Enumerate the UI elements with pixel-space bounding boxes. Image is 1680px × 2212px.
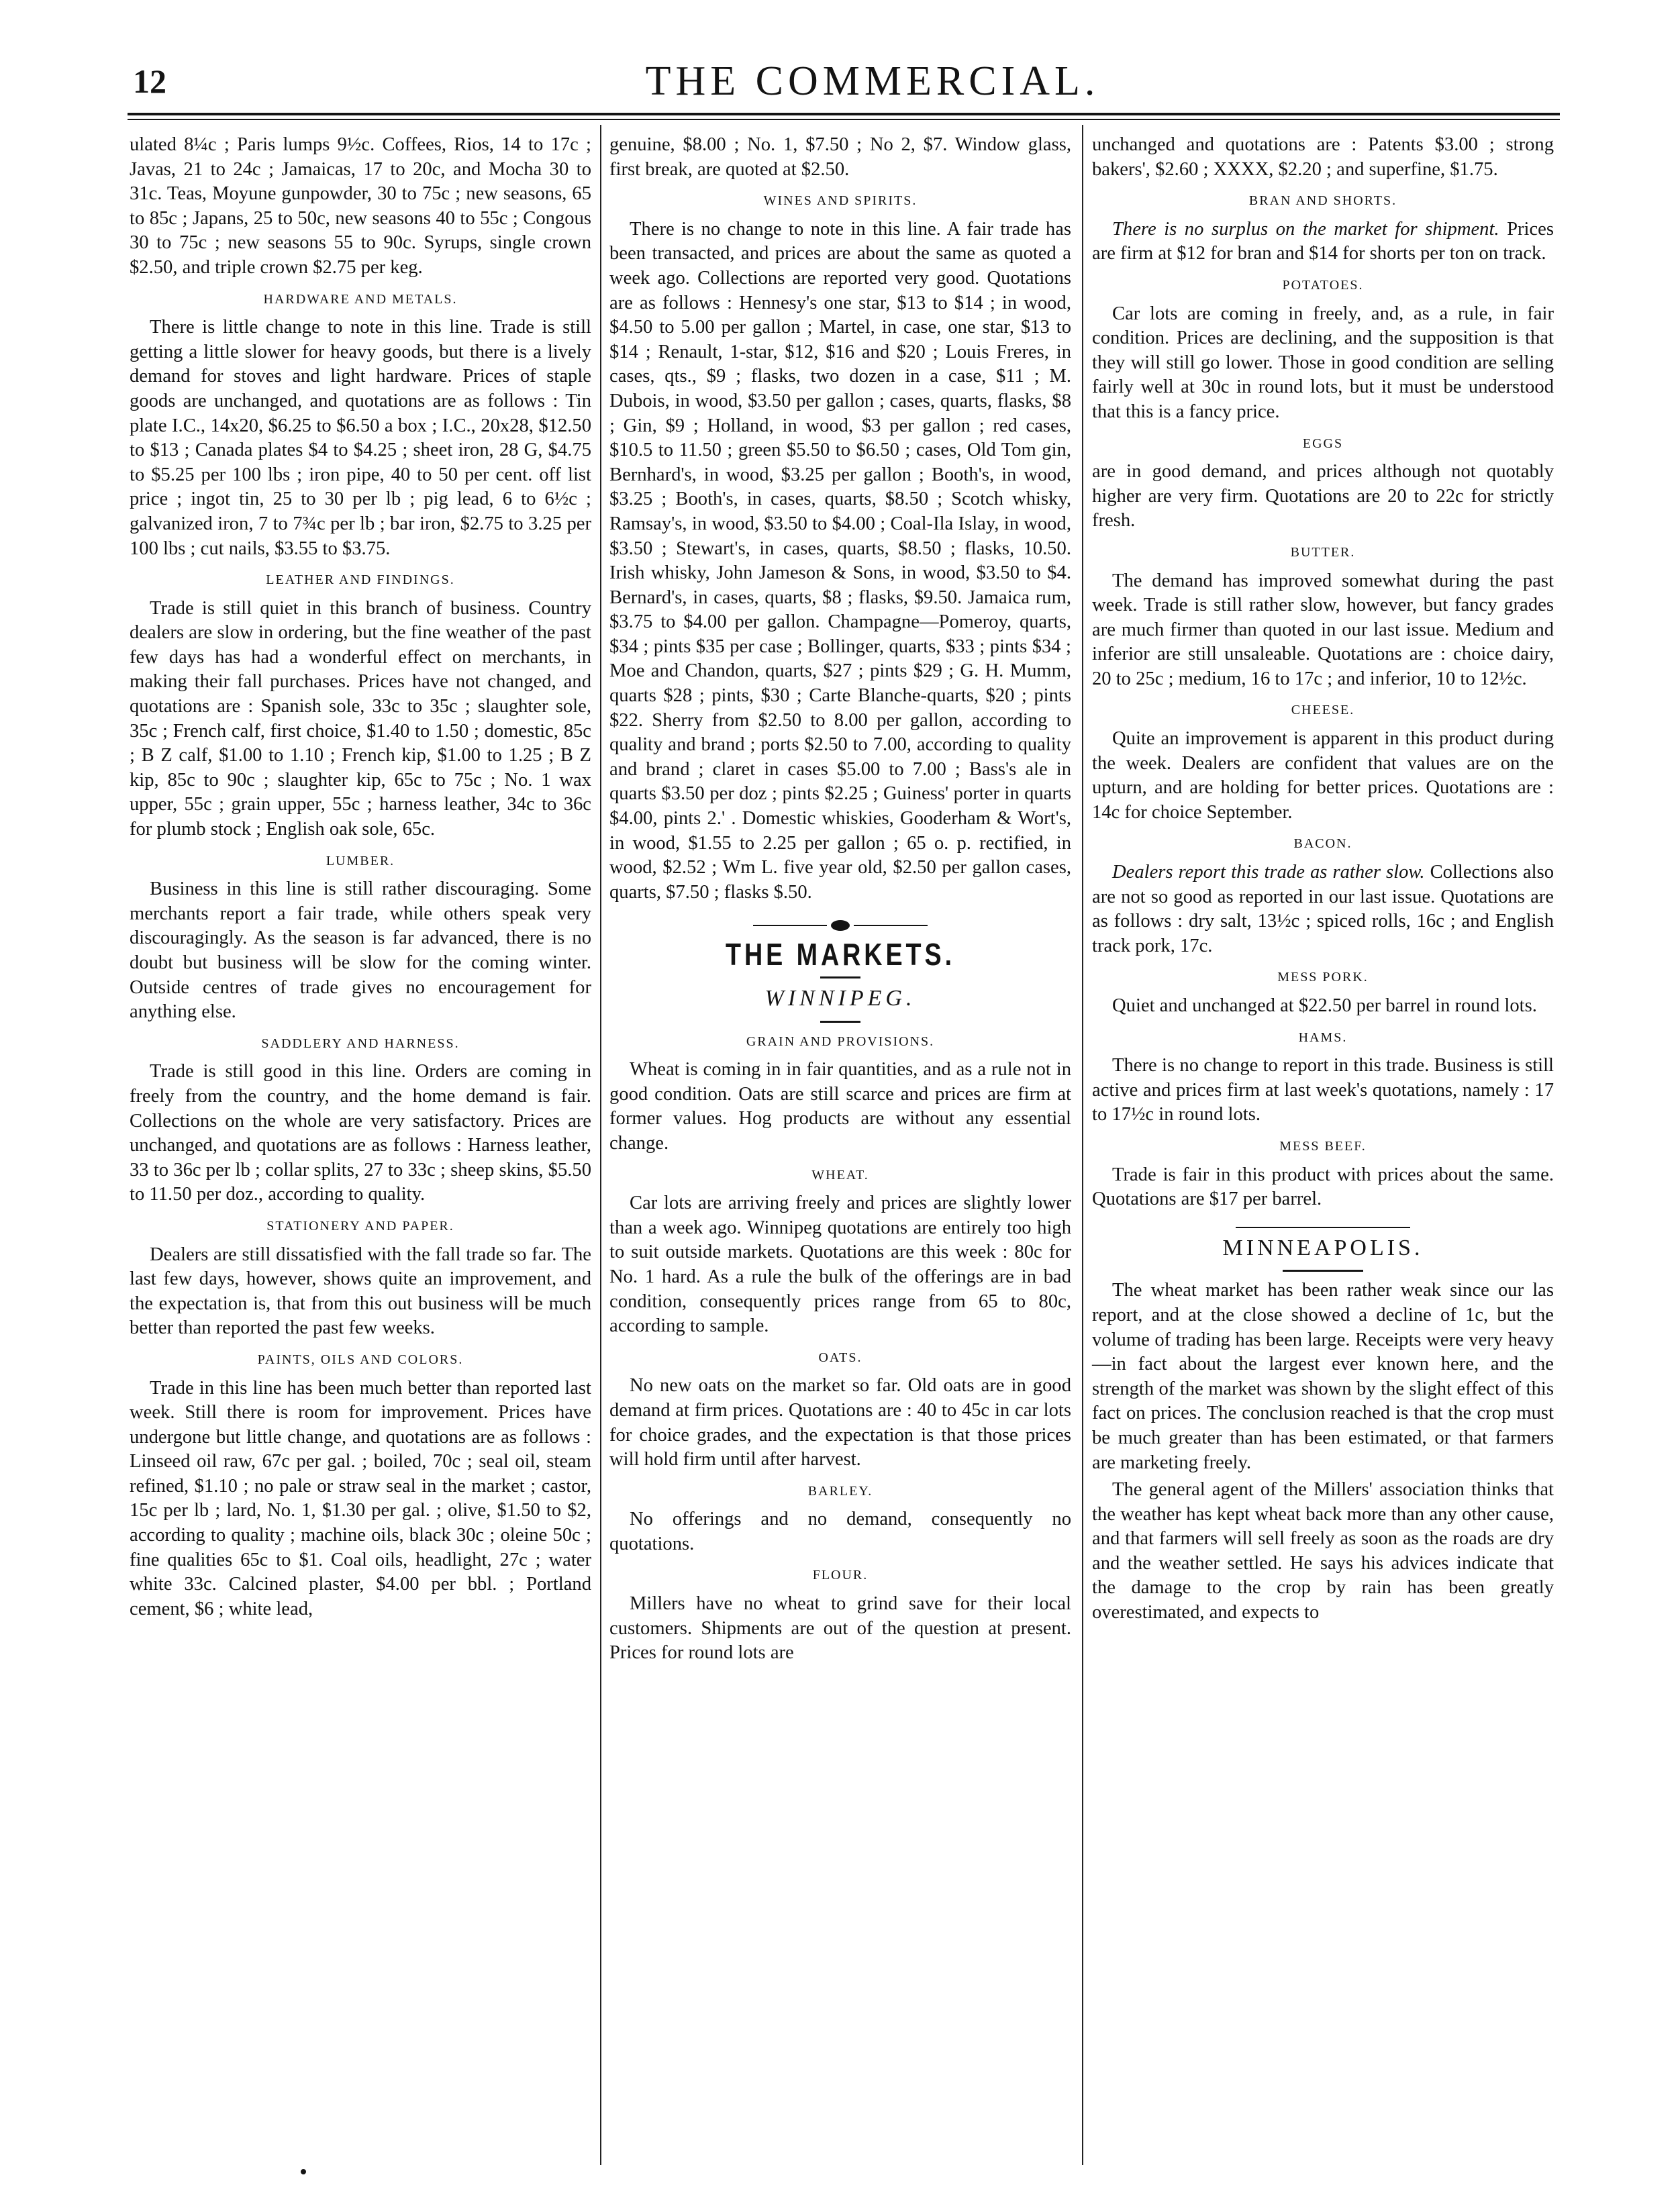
markets-heading: THE MARKETS.	[726, 937, 955, 972]
paragraph-bran	[1092, 217, 1554, 266]
section-heading-stationery: STATIONERY AND PAPER.	[266, 1218, 454, 1234]
short-rule	[1283, 1270, 1363, 1272]
section-heading-bran: BRAN AND SHORTS.	[1248, 193, 1397, 209]
paragraph-butter: The demand has improved somewhat during the past week. Trade is still rather slow, however, but fancy grades are much firmer than quoted in our last issue. Medium and inferior are still unsaleable. Quotations are : choice dairy, 20 to 25c ; medium, 16 to 17c ; and inferior, 10 to 12½c.	[1092, 570, 1554, 689]
section-heading-saddlery: SADDLERY AND HARNESS.	[261, 1036, 460, 1051]
paragraph-stationery: Dealers are still dissatisfied with the fall trade so far. The last few days, however, shows quite an improvement, and the expectation is, that from this out business will be much better than reported the past few weeks.	[130, 1244, 591, 1339]
short-rule	[820, 1021, 860, 1023]
section-heading-leather: LEATHER AND FINDINGS.	[266, 572, 455, 588]
section-heading-mess-beef: MESS BEEF.	[1279, 1138, 1367, 1154]
section-heading-grain: GRAIN AND PROVISIONS.	[746, 1034, 935, 1049]
paragraph-cheese: Quite an improvement is apparent in this product during the week. Dealers are confident that values are on the upturn, and are holding for better prices. Quotations are : 14c for choice September.	[1092, 728, 1554, 823]
paragraph-paints-continued: genuine, $8.00 ; No. 1, $7.50 ; No 2, $7. Window glass, first break, are quoted at $2.50.	[609, 134, 1071, 180]
paragraph-leather: Trade is still quiet in this branch of business. Country dealers are slow in ordering, but the fine weather of the past few days has had a wonderful effect on merchants, in making their fall purchases. Prices have not changed, and quotations are : Spanish sole, 33c to 35c ; slaughter sole, 35c ; French calf, first choice, $1.40 to 1.50 ; domestic, 85c ; B Z calf, $1.00 to 1.10 ; French kip, $1.00 to 1.25 ; B Z kip, 85c to 90c ; slaughter kip, 65c to 75c ; No. 1 wax upper, 55c ; grain upper, 55c ; harness leather, 34c to 36c for plumb stock ; English oak sole, 65c.	[130, 597, 591, 840]
section-heading-eggs: EGGS	[1302, 436, 1344, 451]
paragraph-bacon	[1092, 860, 1554, 958]
paragraph-bran-rest: Prices are firm at $12 for bran and $14 for shorts per ton on track.	[1092, 218, 1554, 264]
column-left	[130, 133, 591, 1624]
paragraph-minneapolis-1: The wheat market has been rather weak since our las report, and at the close showed a decline of 1c, but the volume of trading has been large. Receipts were very heavy—in fact about the largest ever known here, and the strength of the market was shown by the slight effect of this fact on prices. The conclusion reached is that the crop must be much greater than has been estimated, or that farmers are marketing freely.	[1092, 1280, 1554, 1473]
paragraph-paints: Trade in this line has been much better than reported last week. Still there is room for improvement. Prices have undergone but little change, and quotations are as follows : Linseed oil raw, 67c per gal. ; boiled, 70c ; seal oil, steam refined, $1.10 ; no pale or straw seal in the market ; castor, 15c per lb ; lard, No. 1, $1.30 per gal. ; olive, $1.50 to $2, according to quality ; machine oils, black 30c ; oleine 50c ; fine qualities 65c to $1. Coal oils, headlight, 27c ; water white 33c. Calcined plaster, $4.00 per bbl. ; Portland cement, $6 ; white lead,	[130, 1377, 591, 1619]
section-heading-butter: BUTTER.	[1290, 544, 1356, 560]
paragraph-bacon-rest: Collections also are not so good as reported in our last issue. Quotations are as follows : dry salt, 13½c ; spiced rolls, 16c ; and English track pork, 17c.	[1092, 862, 1554, 956]
section-heading-flour: FLOUR.	[812, 1568, 869, 1583]
masthead-rule-thin	[128, 119, 1560, 120]
paragraph-flour-continued: unchanged and quotations are : Patents $3.00 ; strong bakers', $2.60 ; XXXX, $2.20 ; and superfine, $1.75.	[1092, 134, 1554, 180]
section-heading-mess-pork: MESS PORK.	[1277, 970, 1369, 985]
section-heading-hardware: HARDWARE AND METALS.	[263, 291, 458, 307]
short-rule	[820, 976, 860, 978]
ornamental-rule	[753, 919, 928, 932]
paragraph-saddlery: Trade is still good in this line. Orders are coming in freely from the country, and the home demand is fair. Collections on the whole are very satisfactory. Prices are unchanged, and quotations are as follows : Harness leather, 33 to 36c per lb ; collar splits, 27 to 33c ; sheep skins, $5.50 to 11.50 per doz., according to quality.	[130, 1061, 591, 1205]
section-heading-cheese: CHEESE.	[1291, 703, 1355, 718]
paragraph-bacon-italic: Dealers report this trade as rather slow.	[1112, 862, 1425, 883]
section-heading-potatoes: POTATOES.	[1282, 277, 1364, 293]
section-heading-hams: HAMS.	[1298, 1029, 1348, 1045]
paragraph-flour: Millers have no wheat to grind save for their local customers. Shipments are out of the question at present. Prices for round lots are	[609, 1593, 1071, 1664]
paragraph-hardware: There is little change to note in this line. Trade is still getting a little slower for heavy goods, but there is a lively demand for stoves and light hardware. Prices of staple goods are unchanged, and quotations are as follows : Tin plate I.C., 14x20, $6.25 to $6.50 a box ; I.C., 20x28, $12.50 to $13 ; Canada plates $4 to $4.25 ; sheet iron, 28 G, $4.75 to $5.25 per 100 lbs ; iron pipe, 40 to 50 per cent. off list price ; ingot tin, 25 to 30 per lb ; pig lead, 6 to 6½c ; galvanized iron, 7 to 7¾c per lb ; bar iron, $2.75 to 3.25 per 100 lbs ; cut nails, $3.55 to $3.75.	[130, 317, 591, 559]
section-heading-paints: PAINTS, OILS AND COLORS.	[257, 1352, 464, 1367]
paragraph-mess-beef: Trade is fair in this product with prices about the same. Quotations are $17 per barrel.	[1092, 1164, 1554, 1210]
section-rule	[1236, 1227, 1410, 1228]
section-heading-wines: WINES AND SPIRITS.	[763, 193, 918, 209]
column-divider	[600, 125, 601, 2165]
column-middle	[609, 133, 1071, 1668]
section-heading-lumber: LUMBER.	[326, 853, 395, 868]
paragraph-grain: Wheat is coming in in fair quantities, and as a rule not in good condition. Oats are still scarce and prices are firm at former values. Hog products are without any essential change.	[609, 1059, 1071, 1154]
section-heading-wheat: WHEAT.	[811, 1167, 869, 1183]
masthead-rule	[128, 113, 1560, 115]
section-heading-bacon: BACON.	[1293, 836, 1352, 852]
column-right	[1092, 133, 1554, 1628]
section-heading-barley: BARLEY.	[807, 1483, 873, 1499]
paragraph-bran-italic: There is no surplus on the market for shipment.	[1112, 218, 1499, 240]
city-heading-winnipeg: WINNIPEG.	[764, 986, 916, 1011]
masthead-title: THE COMMERCIAL.	[645, 58, 1100, 104]
paragraph-hams: There is no change to report in this trade. Business is still active and prices firm at last week's quotations, namely : 17 to 17½c in round lots.	[1092, 1055, 1554, 1125]
column-divider	[1082, 125, 1083, 2165]
page-number: 12	[133, 62, 166, 100]
section-heading-oats: OATS.	[818, 1350, 862, 1365]
paragraph-mess-pork: Quiet and unchanged at $22.50 per barrel in round lots.	[1112, 995, 1537, 1016]
paragraph-groceries-continued: ulated 8¼c ; Paris lumps 9½c. Coffees, Rios, 14 to 17c ; Javas, 21 to 24c ; Jamaicas, 17 to 20c, and Mocha 30 to 31c. Teas, Moyune gunpowder, 30 to 75c ; new seasons, 65 to 85c ; Japans, 25 to 50c, new seasons 40 to 55c ; Congous 30 to 75c ; new seasons 55 to 90c. Syrups, single crown $2.50, and triple crown $2.75 per keg.	[130, 134, 591, 278]
paragraph-barley: No offerings and no demand, consequently no quotations.	[609, 1509, 1071, 1554]
footer-dot	[301, 2169, 306, 2174]
paragraph-potatoes: Car lots are coming in freely, and, as a rule, in fair condition. Prices are declining, and the supposition is that they will still go lower. Those in good condition are selling fairly well at 30c in round lots, but it must be understood that this is a fancy price.	[1092, 303, 1554, 422]
paragraph-eggs: are in good demand, and prices although not quotably higher are very firm. Quotations are 20 to 22c for strictly fresh.	[1092, 461, 1554, 532]
paragraph-wines: There is no change to note in this line. A fair trade has been transacted, and prices are about the same as quoted a week ago. Collections are reported very good. Quotations are as follows : Hennesy's one star, $13 to $14 ; in wood, $4.50 to 5.00 per gallon ; Martel, in case, one star, $13 to $14 ; Renault, 1-star, $12, $16 and $20 ; Louis Freres, in cases, qts., $9 ; flasks, two dozen in a case, $11 ; M. Dubois, in wood, $3.50 per gallon ; cases, quarts, flasks, $8 ; Gin, $9 ; Holland, in wood, $3 per gallon ; red cases, $10.5 to 11.50 ; green $5.50 to $6.50 ; cases, Old Tom gin, Bernhard's, in wood, $3.25 per gallon ; Booth's, in wood, $3.25 ; Booth's, in cases, quarts, $8.50 ; Scotch whisky, Ramsay's, in wood, $3.50 to $4.00 ; Coal-Ila Islay, in wood, $3.50 ; Stewart's, in cases, quarts, $8.50 ; flasks, 10.50. Irish whisky, John Jameson & Sons, in wood, $3.50 to $4. Bernard's, in cases, quarts, $8 ; flasks, $9.50. Jamaica rum, $3.75 to $4.00 per gallon. Champagne—Pomeroy, quarts, $34 ; pints $35 per case ; Bollinger, quarts, $33 ; pints $34 ; Moe and Chandon, quarts, $27 ; pints $29 ; G. H. Mumm, quarts $28 ; pints, $30 ; Carte Blanche-quarts, $20 ; pints $22. Sherry from $2.50 to 8.00 per gallon, according to quality and brand ; ports $2.50 to 7.00, according to quality and brand ; claret in cases $5.00 to 7.00 ; Bass's ale in quarts $3.50 per doz ; pints $2.25 ; Guiness' porter in quarts $4.00, pints 2.' . Domestic whiskies, Gooderham & Wort's, in wood, $1.55 to 2.25 per gallon ; 65 o. p. rectified, in wood, $2.52 ; Wm L. five year old, $2.50 per gallon cases, quarts, $7.50 ; flasks $.50.	[609, 218, 1071, 903]
paragraph-oats: No new oats on the market so far. Old oats are in good demand at firm prices. Quotations are : 40 to 45c in car lots for choice grades, and the expectation is that those prices will hold firm until after harvest.	[609, 1375, 1071, 1470]
city-heading-minneapolis: MINNEAPOLIS.	[1222, 1235, 1424, 1260]
paragraph-minneapolis-2: The general agent of the Millers' association thinks that the weather has kept wheat back more than any other cause, and that farmers will sell freely as soon as the roads are dry and the weather settled. He says his advices indicate that the damage to the crop by rain has been greatly overestimated, and expects to	[1092, 1479, 1554, 1623]
paragraph-lumber: Business in this line is still rather discouraging. Some merchants report a fair trade, while others speak very discouragingly. As the season is far advanced, there is no doubt but business will be slow for the coming winter. Outside centres of trade gives no encouragement for anything else.	[130, 878, 591, 1023]
paragraph-wheat: Car lots are arriving freely and prices are slightly lower than a week ago. Winnipeg quotations are entirely too high to suit outside markets. Quotations are this week : 80c for No. 1 hard. As a rule the bulk of the offerings are in bad condition, consequently prices range from 65 to 80c, according to sample.	[609, 1193, 1071, 1337]
